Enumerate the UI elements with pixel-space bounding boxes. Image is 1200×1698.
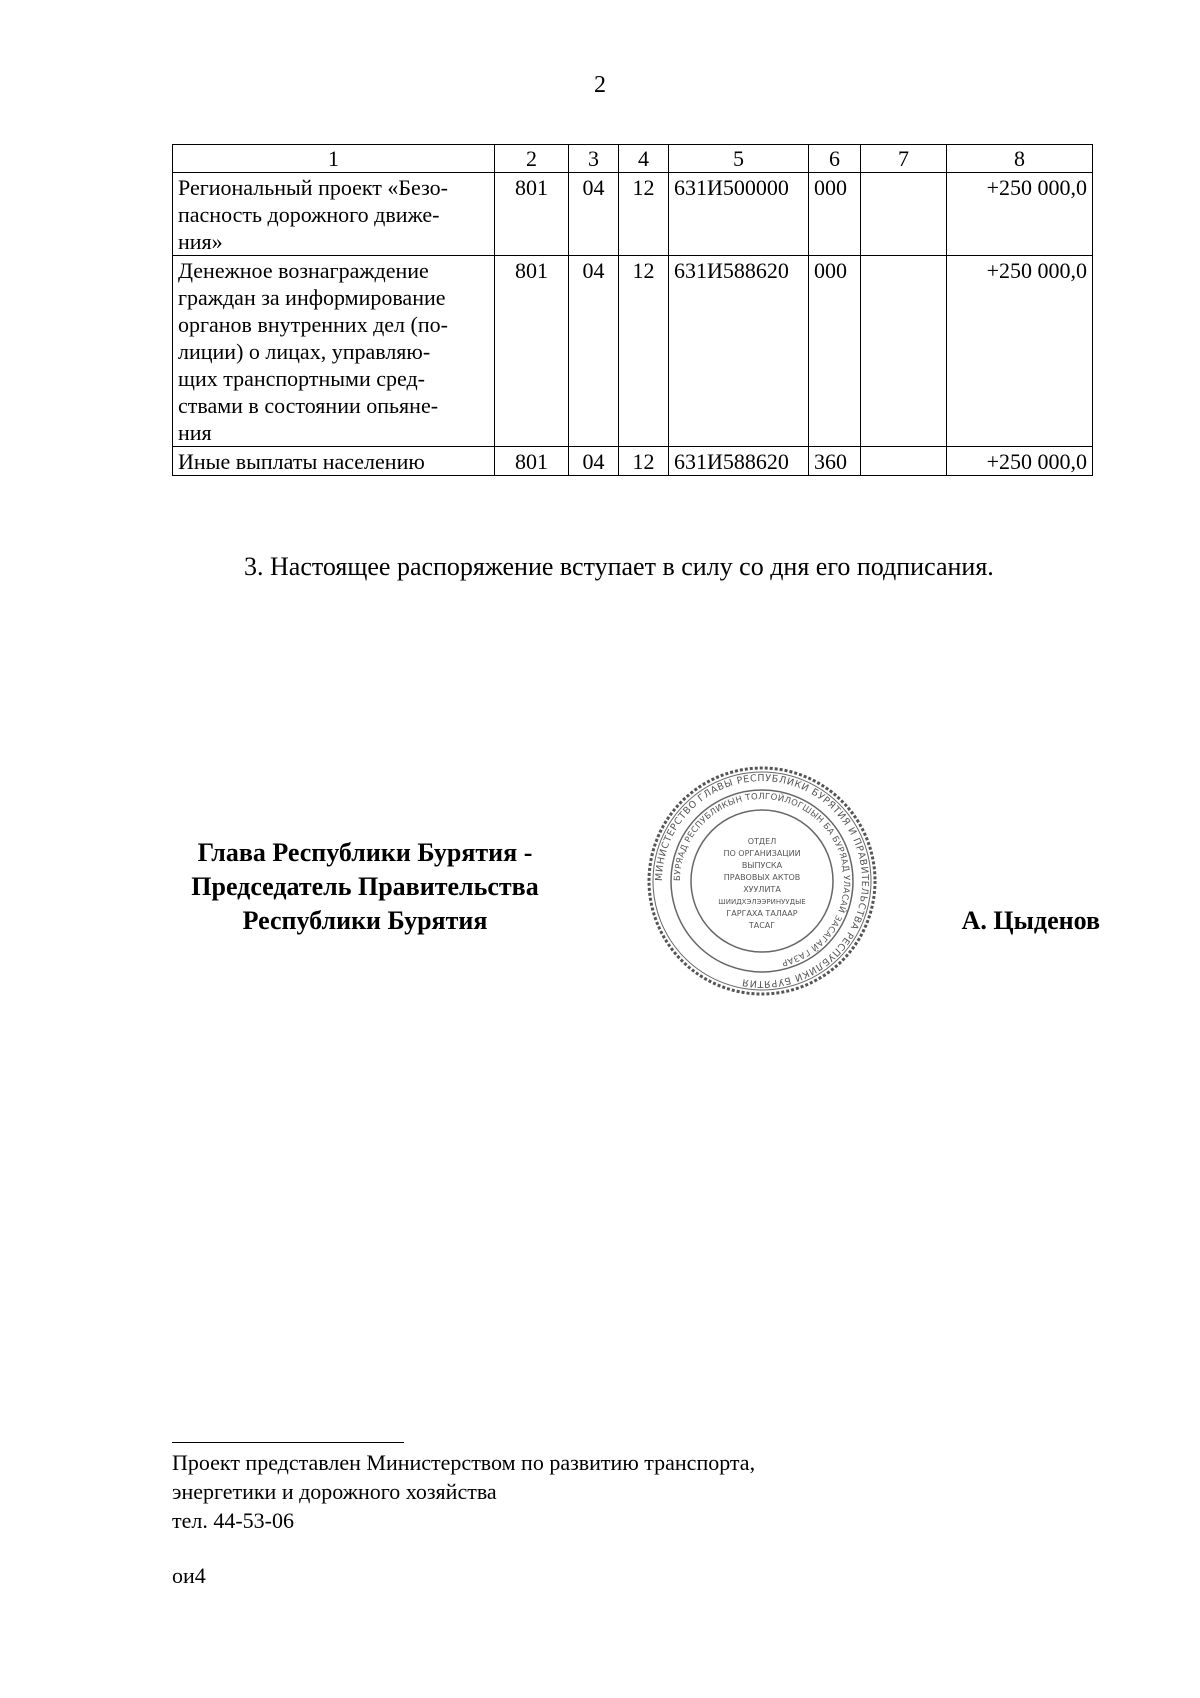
target-article-cell: 631И588620 <box>669 447 809 476</box>
signatory-title-line: Председатель Правительства <box>191 872 539 901</box>
signatory-name: А. Цыденов <box>961 906 1100 935</box>
subsection-code-cell: 12 <box>619 173 669 256</box>
stamp-center-line: ГАРГАХА ТАЛААР <box>726 909 798 918</box>
row-name-line: органов внутренних дел (по- <box>178 312 448 337</box>
expense-type-cell: 000 <box>809 173 861 256</box>
ministry-code-cell: 801 <box>495 256 569 447</box>
row-name-line: лиции) о лицах, управляю- <box>178 339 431 364</box>
row-name-line: ствами в состоянии опьяне- <box>178 393 439 418</box>
stamp-center-line: ШИИДХЭЛЭЭРИНУУДЫЕ <box>718 898 806 906</box>
subsection-code-cell: 12 <box>619 447 669 476</box>
document-code: ои4 <box>172 1563 206 1588</box>
section-code-cell: 04 <box>569 256 619 447</box>
column-header: 3 <box>569 145 619 173</box>
footnote-line: Проект представлен Министерством по развитию транспорта, <box>172 1450 756 1475</box>
expense-type-cell: 000 <box>809 256 861 447</box>
column-header: 7 <box>861 145 947 173</box>
section-code-cell: 04 <box>569 447 619 476</box>
footnote <box>172 1448 755 1535</box>
signatory-title-line: Глава Республики Бурятия - <box>197 838 533 867</box>
ministry-code-cell: 801 <box>495 447 569 476</box>
amount-cell: +250 000,0 <box>947 173 1093 256</box>
stamp-center-line: ПРАВОВЫХ АКТОВ <box>723 873 801 882</box>
column-header: 2 <box>495 145 569 173</box>
stamp-outer-text: МИНИСТЕРСТВО ГЛАВЫ РЕСПУБЛИКИ БУРЯТИЯ И ПРАВИТЕЛЬСТВА РЕСПУБЛИКИ БУРЯТИЯ <box>653 772 871 990</box>
column-7-cell <box>861 173 947 256</box>
row-name-cell <box>173 256 495 447</box>
stamp-center-line: ВЫПУСКА <box>741 861 783 870</box>
subsection-code-cell: 12 <box>619 256 669 447</box>
official-stamp <box>645 764 879 998</box>
page-number: 2 <box>594 72 606 98</box>
row-name-line: граждан за информирование <box>178 285 446 310</box>
column-header: 1 <box>173 145 495 173</box>
column-header: 4 <box>619 145 669 173</box>
stamp-center-line: ОТДЕЛ <box>747 837 777 846</box>
target-article-cell: 631И500000 <box>669 173 809 256</box>
footnote-line: энергетики и дорожного хозяйства <box>172 1479 497 1504</box>
stamp-center-line: ПО ОРГАНИЗАЦИИ <box>723 849 801 858</box>
stamp-center-line: ХУУЛИТА <box>743 885 781 894</box>
row-name-line: щих транспортными сред- <box>178 366 426 391</box>
ministry-code-cell: 801 <box>495 173 569 256</box>
row-name-line: пасность дорожного движе- <box>178 202 440 227</box>
column-header: 5 <box>669 145 809 173</box>
table-row <box>173 256 1093 447</box>
footnote-line: тел. 44-53-06 <box>172 1508 295 1533</box>
table-row <box>173 447 1093 476</box>
column-header: 6 <box>809 145 861 173</box>
amount-cell: +250 000,0 <box>947 447 1093 476</box>
amount-cell: +250 000,0 <box>947 256 1093 447</box>
column-7-cell <box>861 447 947 476</box>
stamp-center-line: ТАСАГ <box>748 921 776 930</box>
paragraph-3: 3. Настоящее распоряжение вступает в силу со дня его подписания. <box>244 552 994 581</box>
row-name-cell: Иные выплаты населению <box>173 447 495 476</box>
stamp-center-text <box>718 837 805 930</box>
row-name-cell <box>173 173 495 256</box>
signatory-title <box>172 836 558 938</box>
signatory-title-line: Республики Бурятия <box>242 906 488 935</box>
row-name-line: ния <box>178 420 212 445</box>
stamp-inner-text: БУРЯАД РЕСПУБЛИКЫН ТОЛГОЙЛОГШЫН БА БУРЯАД УЛАСАЙ ЗАСАГАЙ ГАЗАР <box>672 791 852 968</box>
column-7-cell <box>861 256 947 447</box>
target-article-cell: 631И588620 <box>669 256 809 447</box>
footnote-divider <box>172 1442 404 1443</box>
row-name-line: Региональный проект «Безо- <box>178 175 448 200</box>
row-name-line: Денежное вознаграждение <box>178 258 429 283</box>
column-header: 8 <box>947 145 1093 173</box>
section-code-cell: 04 <box>569 173 619 256</box>
table-row <box>173 173 1093 256</box>
expense-type-cell: 360 <box>809 447 861 476</box>
table-header-row <box>173 145 1093 173</box>
row-name-line: ния» <box>178 229 223 254</box>
budget-table <box>172 144 1093 476</box>
